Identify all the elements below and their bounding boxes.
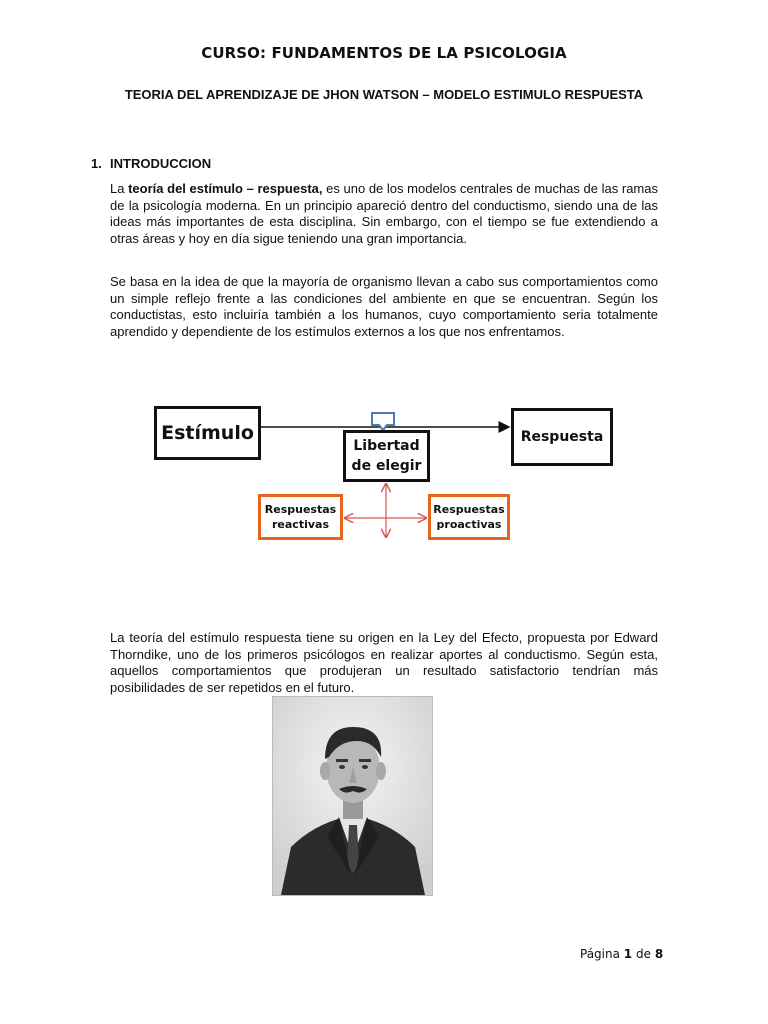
document-subtitle: TEORIA DEL APRENDIZAJE DE JHON WATSON – MODELO ESTIMULO RESPUESTA	[124, 87, 644, 102]
intro-paragraph-1	[110, 181, 658, 247]
section-number: 1.	[91, 156, 102, 171]
p1-bold-term: teoría del estímulo – respuesta,	[128, 181, 323, 196]
p1-prefix: La	[110, 181, 129, 196]
reactive-responses-box: Respuestas reactivas	[258, 494, 343, 540]
thorndike-paragraph: La teoría del estímulo respuesta tiene su origen en la Ley del Efecto, propuesta por Edward Thorndike, uno de los primeros psicólogos en realizar aportes al conductismo. Según esta, aquellos comportamientos que produjeran un resultado satisfactorio tendrían más posibilidades de ser repetidos en el futuro.	[110, 630, 658, 695]
portrait-illustration	[273, 697, 432, 895]
page-number	[580, 947, 663, 961]
page-label: Página	[580, 947, 620, 961]
section-heading	[91, 156, 211, 171]
p1-rest: es uno de los modelos centrales de muchas de las ramas de la psicología moderna. En un principio apareció dentro del conductismo, siendo una de las ideas más importantes de esta disciplina. Sin embargo, con el tiempo se fue extendiendo a otras áreas y hoy en día sigue teniendo una gran importancia.	[110, 181, 658, 246]
stimulus-response-diagram	[150, 404, 620, 550]
section-title: INTRODUCCION	[110, 156, 212, 171]
intro-paragraph-2: Se basa en la idea de que la mayoría de organismo llevan a cabo sus comportamientos como un simple reflejo frente a las condiciones del ambiente en que se encuentran. Según los conductistas, esto incluiría también a los humanos, cuyo comportamiento seria totalmente aprendido y dependiente de los estímulos externos a los que nos enfrentamos.	[110, 274, 658, 339]
thorndike-portrait	[272, 696, 433, 896]
page-of-label: de	[635, 947, 651, 961]
freedom-box: Libertad de elegir	[343, 430, 430, 482]
response-box: Respuesta	[511, 408, 613, 466]
course-title: CURSO: FUNDAMENTOS DE LA PSICOLOGIA	[201, 44, 567, 62]
page-total: 8	[654, 947, 664, 961]
stimulus-box: Estímulo	[154, 406, 261, 460]
page-current: 1	[623, 947, 633, 961]
proactive-responses-box: Respuestas proactivas	[428, 494, 510, 540]
